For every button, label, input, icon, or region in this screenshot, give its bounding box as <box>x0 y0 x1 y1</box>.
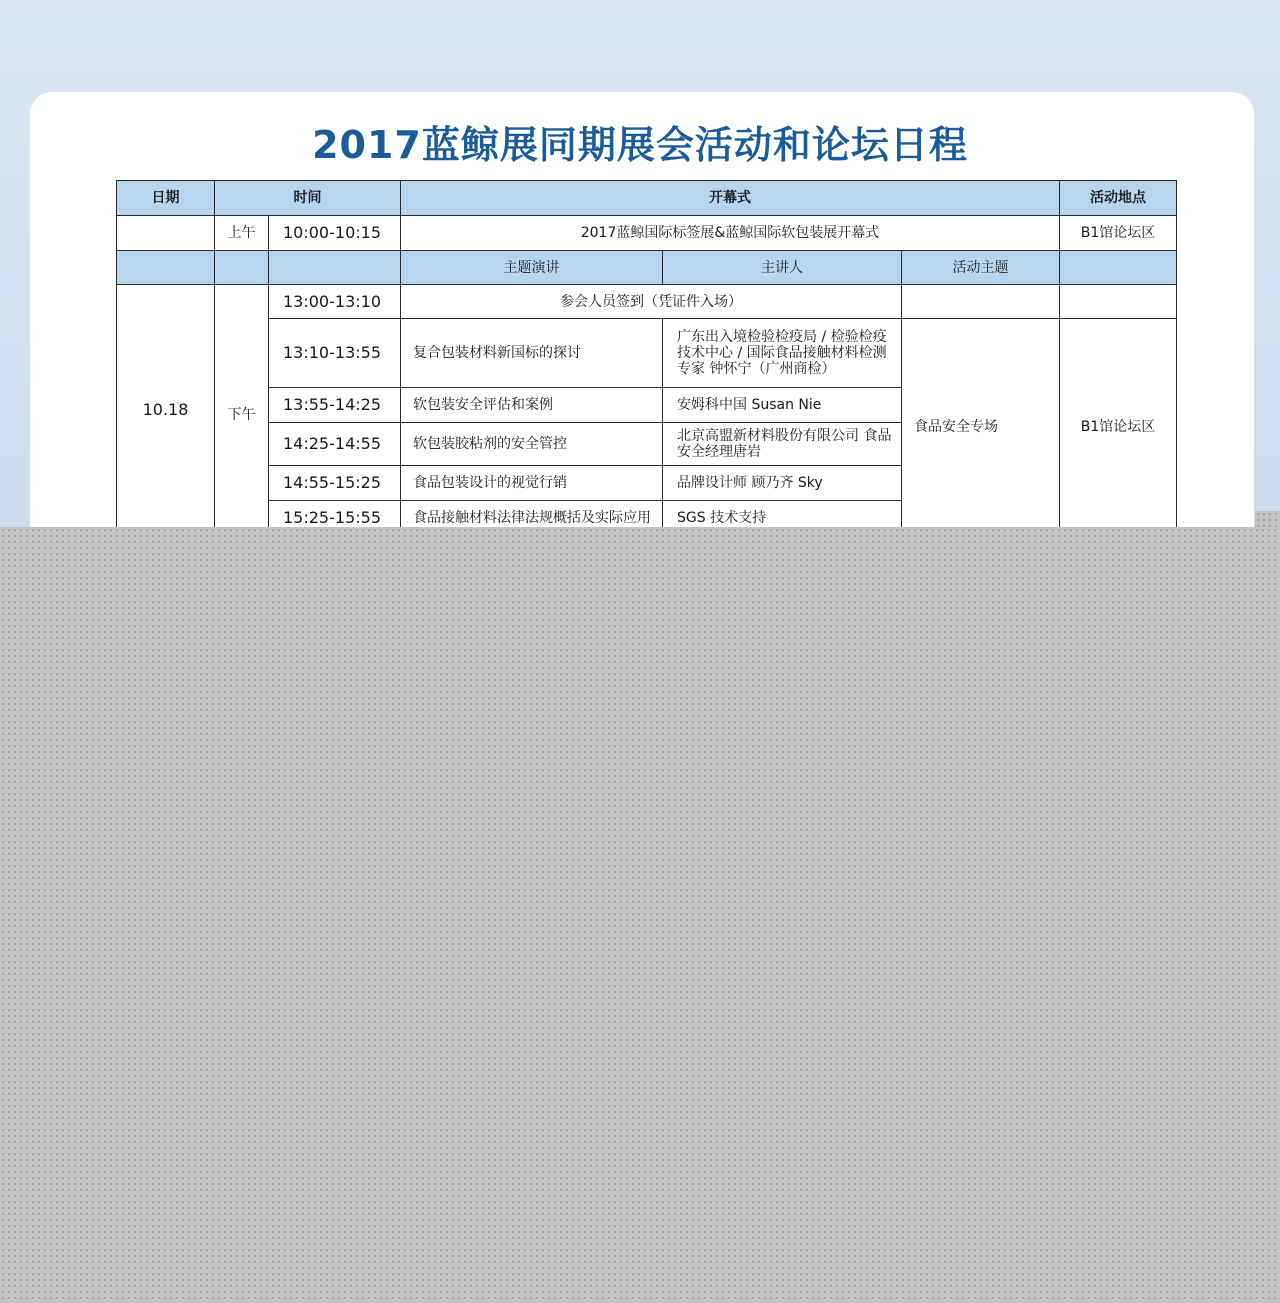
session-speaker: 品牌设计师 顾乃齐 Sky <box>663 466 902 501</box>
table-row-checkin <box>117 285 1177 319</box>
page-title: 2017蓝鲸展同期展会活动和论坛日程 <box>312 123 968 167</box>
morning-date-cell <box>117 216 215 251</box>
subheader-topic: 主题演讲 <box>401 251 663 285</box>
header-time: 时间 <box>215 181 401 216</box>
afternoon-theme: 食品安全专场 <box>902 319 1060 536</box>
table-subheader-row <box>117 251 1177 285</box>
subheader-speaker: 主讲人 <box>663 251 902 285</box>
checkin-venue-blank <box>1060 285 1177 319</box>
session-speaker: SGS 技术支持 <box>663 501 902 536</box>
session-time: 13:55-14:25 <box>269 388 401 423</box>
afternoon-venue: B1馆论坛区 <box>1060 319 1177 536</box>
checkin-theme-blank <box>902 285 1060 319</box>
subheader-theme: 活动主题 <box>902 251 1060 285</box>
session-speaker: 安姆科中国 Susan Nie <box>663 388 902 423</box>
session-topic: 软包装胶粘剂的安全管控 <box>401 423 663 466</box>
session-time: 13:10-13:55 <box>269 319 401 388</box>
morning-time: 10:00-10:15 <box>269 216 401 251</box>
table-header-row <box>117 181 1177 216</box>
table-row-morning <box>117 216 1177 251</box>
header-date: 日期 <box>117 181 215 216</box>
checkin-text: 参会人员签到（凭证件入场） <box>401 285 902 319</box>
session-topic: 软包装安全评估和案例 <box>401 388 663 423</box>
morning-period: 上午 <box>215 216 269 251</box>
checkin-time: 13:00-13:10 <box>269 285 401 319</box>
session-time: 14:25-14:55 <box>269 423 401 466</box>
session-time: 15:25-15:55 <box>269 501 401 536</box>
afternoon-period: 下午 <box>215 285 269 536</box>
session-topic: 食品包装设计的视觉行销 <box>401 466 663 501</box>
afternoon-date: 10.18 <box>117 285 215 536</box>
subheader-blank-3 <box>269 251 401 285</box>
subheader-blank-1 <box>117 251 215 285</box>
session-time: 14:55-15:25 <box>269 466 401 501</box>
session-topic: 食品接触材料法律法规概括及实际应用 <box>401 501 663 536</box>
morning-event: 2017蓝鲸国际标签展&蓝鲸国际软包装展开幕式 <box>401 216 1060 251</box>
dotted-overlay <box>0 527 1280 1303</box>
session-speaker: 广东出入境检验检疫局 / 检验检疫技术中心 / 国际食品接触材料检测专家 钟怀宁（广州商检） <box>663 319 902 388</box>
subheader-blank-2 <box>215 251 269 285</box>
subheader-blank-4 <box>1060 251 1177 285</box>
session-topic: 复合包装材料新国标的探讨 <box>401 319 663 388</box>
schedule-table <box>116 180 1177 536</box>
session-speaker: 北京高盟新材料股份有限公司 食品安全经理唐岩 <box>663 423 902 466</box>
header-opening: 开幕式 <box>401 181 1060 216</box>
header-venue: 活动地点 <box>1060 181 1177 216</box>
table-row <box>117 319 1177 388</box>
morning-venue: B1馆论坛区 <box>1060 216 1177 251</box>
